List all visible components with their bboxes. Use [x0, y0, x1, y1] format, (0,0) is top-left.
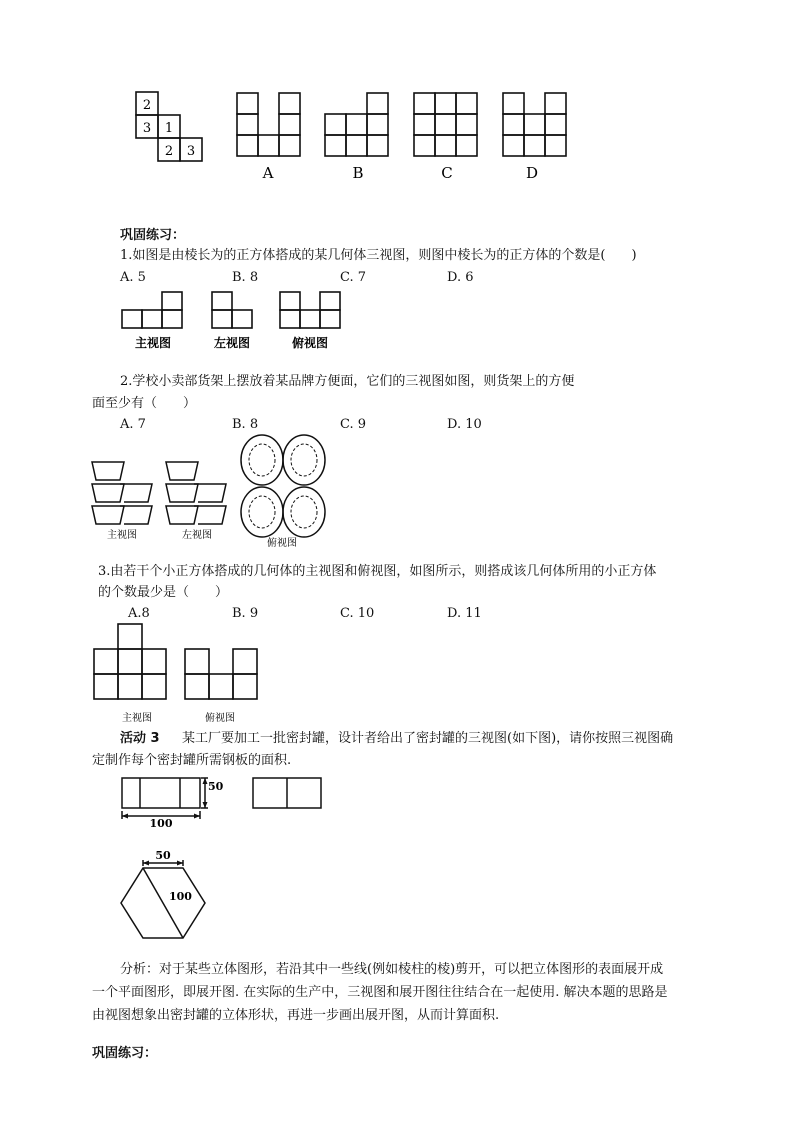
- option-d-figure: [503, 93, 573, 188]
- option-label: A: [262, 164, 274, 182]
- view-label-top: 俯视图: [267, 538, 297, 549]
- q1-option-d: D. 6: [447, 270, 474, 285]
- analysis-line1: 分析：对于某些立体图形，若沿其中一些线(例如棱柱的棱)剪开，可以把立体图形的表面展开成: [120, 962, 664, 977]
- view-label-left: 左视图: [182, 530, 212, 541]
- net-number: 2: [164, 144, 174, 159]
- q1-option-a: A. 5: [120, 270, 146, 285]
- q2-views-figure: [90, 436, 330, 548]
- q2-option-d: D. 10: [447, 417, 482, 432]
- dim-hex-side: 50: [155, 849, 171, 862]
- question-2-line1: 2.学校小卖部货架上摆放着某品牌方便面，它们的三视图如图，则货架上的方便: [120, 374, 575, 389]
- q3-views-figure: [92, 624, 272, 726]
- option-label: D: [525, 164, 539, 182]
- section-heading: 巩固练习：: [120, 228, 186, 243]
- q1-views-figure: [120, 292, 350, 354]
- net-number: 1: [164, 121, 174, 136]
- option-label: B: [352, 164, 364, 182]
- question-3-line1: 3.由若干个小正方体搭成的几何体的主视图和俯视图，如图所示，则搭成该几何体所用的小正方体: [98, 564, 657, 579]
- option-label: C: [441, 164, 453, 182]
- section-heading-2: 巩固练习：: [92, 1046, 158, 1061]
- net-number: 3: [186, 144, 196, 159]
- q2-option-c: C. 9: [340, 417, 367, 432]
- question-1-text: 1.如图是由棱长为的正方体搭成的某几何体三视图，则图中棱长为的正方体的个数是( ): [120, 248, 637, 263]
- option-c-figure: [414, 93, 484, 188]
- dim-width: 100: [149, 817, 173, 830]
- q3-option-d: D. 11: [447, 606, 482, 621]
- activity-line1: 某工厂要加工一批密封罐，设计者给出了密封罐的三视图(如下图)，请你按照三视图确: [182, 731, 674, 746]
- activity-side-view: [250, 776, 330, 810]
- net-number: 2: [142, 98, 152, 113]
- view-label-left: 左视图: [213, 336, 251, 350]
- q1-option-c: C. 7: [340, 270, 367, 285]
- dim-height: 50: [208, 780, 224, 793]
- view-label-front: 主视图: [122, 713, 152, 724]
- q3-option-b: B. 9: [232, 606, 259, 621]
- option-b-figure: [325, 93, 395, 188]
- activity-top-view-hexagon: [115, 848, 215, 940]
- dim-hex-diagonal: 100: [169, 890, 192, 903]
- view-label-top: 俯视图: [291, 336, 329, 350]
- view-label-top: 俯视图: [205, 713, 235, 724]
- question-2-line2: 面至少有（ ）: [92, 396, 197, 411]
- q1-option-b: B. 8: [232, 270, 259, 285]
- q2-option-a: A. 7: [120, 417, 146, 432]
- activity-line2: 定制作每个密封罐所需钢板的面积.: [92, 753, 292, 768]
- activity-front-view: [118, 776, 228, 828]
- q3-option-c: C. 10: [340, 606, 375, 621]
- q2-option-b: B. 8: [232, 417, 259, 432]
- view-label-front: 主视图: [134, 336, 172, 350]
- option-a-figure: [237, 93, 307, 188]
- analysis-line3: 由视图想象出密封罐的立体形状，再进一步画出展开图，从而计算面积.: [92, 1008, 500, 1023]
- analysis-line2: 一个平面图形，即展开图. 在实际的生产中，三视图和展开图往往结合在一起使用. 解决本题的思路是: [92, 985, 668, 1000]
- net-number: 3: [142, 121, 152, 136]
- question-3-line2: 的个数最少是（ ）: [98, 585, 229, 600]
- activity-label: 活动 3: [120, 731, 160, 746]
- top-net-figure: [130, 88, 220, 168]
- q3-option-a: A.8: [128, 606, 150, 621]
- view-label-front: 主视图: [107, 530, 137, 541]
